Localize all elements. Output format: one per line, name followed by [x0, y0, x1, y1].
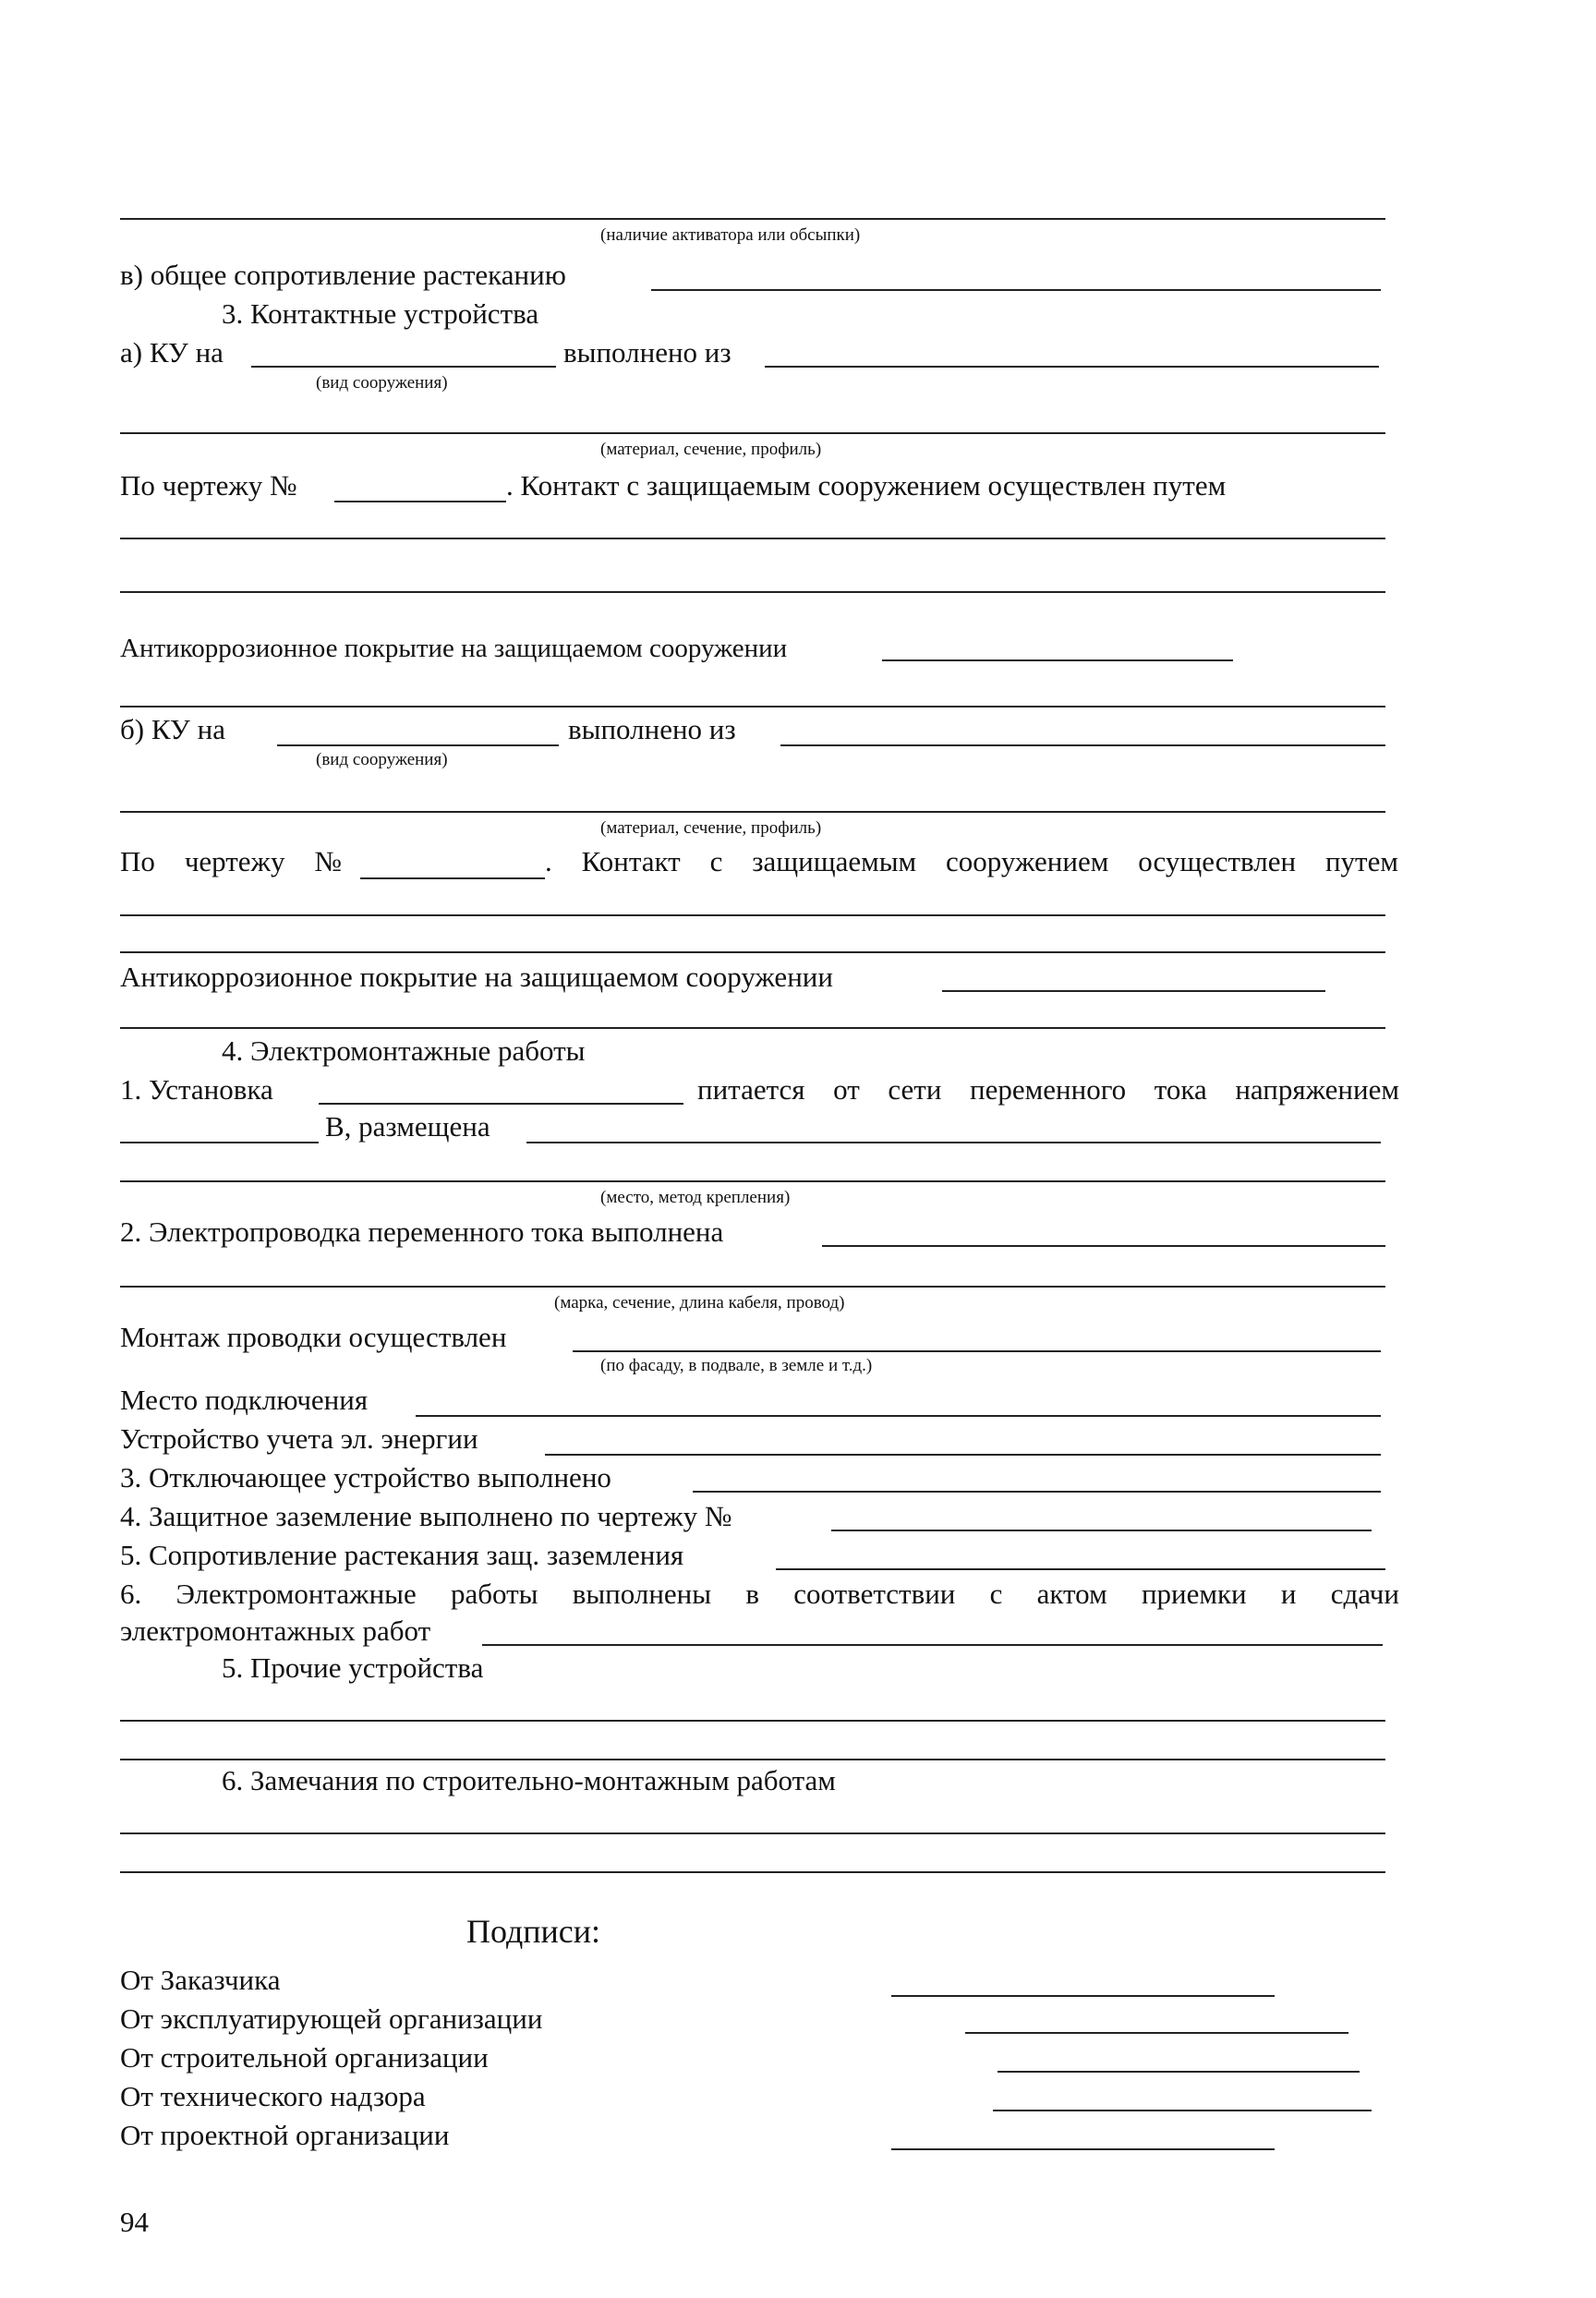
ku-b-material-line[interactable]	[120, 811, 1385, 813]
voltage-text: В, размещена	[325, 1110, 490, 1143]
works-text-line-2: электромонтажных работ	[120, 1615, 431, 1647]
signature-label-supervision: От технического надзора	[120, 2080, 426, 2112]
section3-heading: 3. Контактные устройства	[222, 297, 539, 330]
ku-a-contact-text: . Контакт с защищаемым сооружением осуществлен путем	[506, 469, 1227, 502]
wiring-label: 2. Электропроводка переменного тока выполнена	[120, 1216, 724, 1248]
ku-a-type-field[interactable]	[251, 366, 556, 368]
switch-label: 3. Отключающее устройство выполнено	[120, 1461, 611, 1494]
ku-b-made-of: выполнено из	[568, 713, 736, 745]
works-text: 6. Электромонтажные работы выполнены в соответствии с актом приемки и сдачи	[120, 1578, 1399, 1610]
mounting-caption: (по фасаду, в подвале, в земле и т.д.)	[600, 1356, 873, 1375]
ku-b-drawing-label: По чертежу №	[120, 845, 342, 877]
signature-field-design[interactable]	[891, 2148, 1275, 2150]
switch-field[interactable]	[693, 1491, 1381, 1493]
ku-b-contact-line-1[interactable]	[120, 914, 1385, 916]
connection-label: Место подключения	[120, 1384, 369, 1416]
cable-line[interactable]	[120, 1286, 1385, 1288]
ku-a-type-caption: (вид сооружения)	[316, 373, 448, 393]
ku-a-coating-field[interactable]	[882, 659, 1233, 661]
grounding-resistance-label: 5. Сопротивление растекания защ. заземления	[120, 1539, 684, 1571]
cable-caption: (марка, сечение, длина кабеля, провод)	[554, 1293, 845, 1312]
meter-field[interactable]	[545, 1454, 1381, 1456]
signature-label-construction: От строительной организации	[120, 2041, 489, 2074]
place-caption: (место, метод крепления)	[600, 1188, 791, 1207]
section5-line-1[interactable]	[120, 1720, 1385, 1722]
place-field[interactable]	[526, 1142, 1381, 1143]
ku-b-coating-field[interactable]	[942, 990, 1325, 992]
signature-label-customer: От Заказчика	[120, 1964, 281, 1996]
mounting-field[interactable]	[573, 1350, 1381, 1352]
ku-a-material-field[interactable]	[765, 366, 1379, 368]
ku-b-label: б) КУ на	[120, 713, 225, 745]
signature-label-design: От проектной организации	[120, 2119, 450, 2151]
install-text: питается от сети переменного тока напряжением	[697, 1073, 1399, 1106]
voltage-field[interactable]	[120, 1142, 319, 1143]
section5-heading: 5. Прочие устройства	[222, 1651, 484, 1684]
ku-b-coating-line[interactable]	[120, 1027, 1385, 1029]
section6-line-2[interactable]	[120, 1871, 1385, 1873]
section5-line-2[interactable]	[120, 1759, 1385, 1760]
grounding-resistance-field[interactable]	[776, 1568, 1385, 1570]
ku-b-contact-text: . Контакт с защищаемым сооружением осуществлен путем	[545, 845, 1398, 877]
ku-b-material-caption: (материал, сечение, профиль)	[600, 818, 822, 838]
works-field[interactable]	[482, 1644, 1383, 1646]
ku-b-type-field[interactable]	[277, 744, 559, 746]
resistance-label: в) общее сопротивление растеканию	[120, 259, 566, 291]
section6-line-1[interactable]	[120, 1832, 1385, 1834]
signature-field-construction[interactable]	[998, 2071, 1360, 2073]
wiring-field[interactable]	[822, 1245, 1385, 1247]
resistance-field[interactable]	[651, 289, 1381, 291]
connection-field[interactable]	[416, 1415, 1381, 1417]
signature-field-supervision[interactable]	[993, 2110, 1372, 2111]
grounding-field[interactable]	[831, 1530, 1372, 1531]
signature-label-operating: От эксплуатирующей организации	[120, 2002, 543, 2035]
ku-a-material-line[interactable]	[120, 432, 1385, 434]
signature-field-operating[interactable]	[965, 2032, 1348, 2034]
ku-b-contact-line-2[interactable]	[120, 951, 1385, 953]
ku-a-label: а) КУ на	[120, 336, 224, 369]
ku-a-contact-line-2[interactable]	[120, 591, 1385, 593]
ku-a-drawing-label: По чертежу №	[120, 469, 297, 502]
signatures-title: Подписи:	[466, 1913, 601, 1950]
section4-heading: 4. Электромонтажные работы	[222, 1034, 586, 1067]
grounding-label: 4. Защитное заземление выполнено по чертежу №	[120, 1500, 732, 1532]
ku-b-type-caption: (вид сооружения)	[316, 750, 448, 769]
ku-b-drawing-field[interactable]	[360, 877, 545, 879]
ku-b-material-field[interactable]	[780, 744, 1385, 746]
signature-field-customer[interactable]	[891, 1995, 1275, 1997]
activator-caption: (наличие активатора или обсыпки)	[600, 225, 861, 245]
ku-a-material-caption: (материал, сечение, профиль)	[600, 440, 822, 459]
ku-a-made-of: выполнено из	[563, 336, 732, 369]
section6-heading: 6. Замечания по строительно-монтажным работам	[222, 1764, 836, 1796]
page-number: 94	[120, 2206, 149, 2238]
ku-a-coating-label: Антикоррозионное покрытие на защищаемом сооружении	[120, 634, 788, 663]
blank-line	[120, 218, 1385, 220]
ku-a-coating-line[interactable]	[120, 706, 1385, 708]
ku-a-contact-line-1[interactable]	[120, 538, 1385, 539]
place-line[interactable]	[120, 1180, 1385, 1182]
install-field[interactable]	[319, 1103, 683, 1105]
mounting-label: Монтаж проводки осуществлен	[120, 1321, 507, 1353]
ku-b-coating-label: Антикоррозионное покрытие на защищаемом сооружении	[120, 961, 833, 993]
ku-a-drawing-field[interactable]	[334, 501, 506, 502]
install-label: 1. Установка	[120, 1073, 273, 1106]
meter-label: Устройство учета эл. энергии	[120, 1422, 478, 1455]
